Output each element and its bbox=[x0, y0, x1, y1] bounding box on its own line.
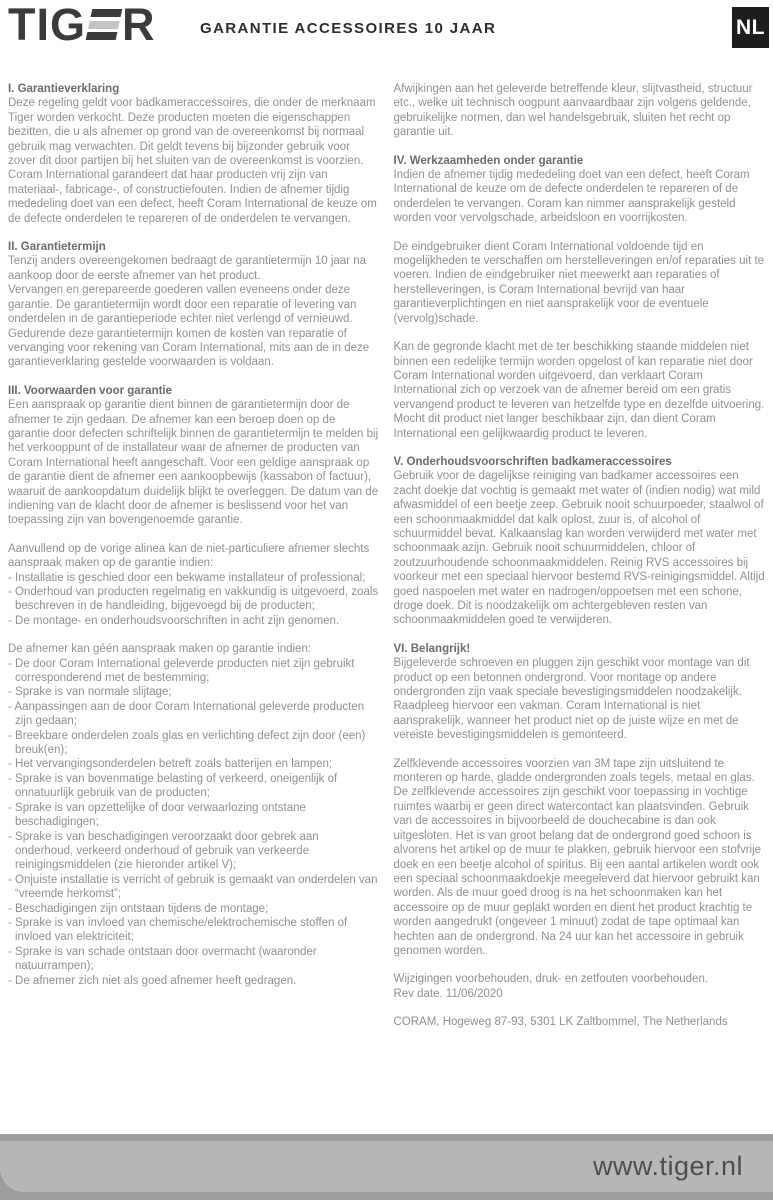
paragraph: De eindgebruiker dient Coram International voldoende tijd en mogelijkheden te verschaffen om herstelleveringen en/of reparaties uit te voeren. Indien de eindgebruiker niet meewerkt aan reparaties of herstelleveringen, is Coram International bevrijd van haar garantieverplichtingen en niet aansprakelijk voor de eventuele (vervolg)schade. bbox=[393, 240, 765, 325]
block-gap bbox=[394, 628, 766, 642]
list-item: - Het vervangingsonderdelen betreft zoals batterijen en lampen; bbox=[8, 758, 333, 771]
paragraph: Gedurende deze garantietermijn komen de kosten van reparatie of vervanging voor rekening van Coram International, mits aan de in deze garantieverklaring gestelde voorwaarden is voldaan. bbox=[8, 327, 370, 369]
right-column bbox=[394, 82, 766, 1030]
list-item: - Sprake is van beschadigingen veroorzaakt door gebrek aan onderhoud, verkeerd onderhoud of gebruik van verkeerde reinigingsmiddelen (zie hieronder artikel V); bbox=[8, 830, 319, 872]
paragraph: Bijgeleverde schroeven en pluggen zijn geschikt voor montage van dit product op een betonnen ondergrond. Voor montage op andere ondergronden zijn vaak speciale bevestigingsmiddelen noodzakelijk. Raadpleeg hiervoor een vakman. Coram International is niet aansprakelijk, wanneer het product niet op de juiste wijze en met de vereiste bevestigingsmiddelen is gemonteerd. bbox=[393, 657, 750, 742]
section-heading: IV. Werkzaamheden onder garantie bbox=[393, 154, 584, 167]
bullet-list bbox=[8, 571, 380, 629]
section-heading: I. Garantieverklaring bbox=[8, 83, 120, 95]
paragraph: Wijzigingen voorbehouden, druk- en zetfouten voorbehouden. bbox=[393, 973, 709, 986]
block-gap bbox=[394, 1001, 766, 1015]
section-heading: VI. Belangrijk! bbox=[393, 642, 471, 655]
list-item: - Sprake is van opzettelijke of door verwaarlozing ontstane beschadigingen; bbox=[8, 801, 306, 829]
block-gap bbox=[8, 370, 380, 384]
section-heading: III. Voorwaarden voor garantie bbox=[8, 384, 173, 397]
section-heading: V. Onderhoudsvoorschriften badkameraccessoires bbox=[393, 455, 672, 468]
paragraph: Tenzij anders overeengekomen bedraagt de garantietermijn 10 jaar na aankoop door de eerste afnemer van het product. bbox=[8, 255, 367, 282]
document-header bbox=[0, 0, 773, 82]
paragraph: Zelfklevende accessoires voorzien van 3M tape zijn uitsluitend te monteren op harde, gladde ondergronden zoals tegels, metaal en glas. De zelfklevende accessoires zijn geschikt voor toepassing in vochtige ruimtes waarbij er geen direct watercontact kan plaatsvinden. Gebruik van de accessoires in bijvoorbeeld de douchecabine is dan ook uitgesloten. Het is van groot belang dat de ondergrond goed schoon is alvorens het artikel op de muur te plakken, gebruik hiervoor een stofvrije doek en een beetje alcohol of spiritus. Bij een aantal artikelen wordt ook een speciaal schoonmaakdoekje meegeleverd dat hiervoor gebruikt kan worden. Als de muur goed droog is na het schoonmaken kan het accessoire op de muur geplakt worden en dient het product krachtig te worden aangedrukt (ongeveer 1 minuut) zodat de tape optimaal kan hechten aan de ondergrond. Na 24 uur kan het accessoire in gebruik genomen worden. bbox=[393, 757, 762, 957]
list-item: - Onjuiste installatie is verricht of gebruik is gemaakt van onderdelen van “vreemde herkomst”; bbox=[8, 873, 378, 901]
paragraph: Rev date. 11/06/2020 bbox=[393, 987, 503, 1000]
paragraph: Vervangen en gerepareerde goederen vallen eveneens onder deze garantie. De garantietermijn wordt door een reparatie of levering van onderdelen in de garantieperiode echter niet verlengd of vernieuwd. bbox=[8, 284, 357, 326]
country-badge: NL bbox=[732, 7, 769, 48]
list-item: - Aanpassingen aan de door Coram International geleverde producten zijn gedaan; bbox=[8, 700, 365, 728]
list-item: - Sprake is van schade ontstaan door overmacht (waaronder natuurrampen); bbox=[8, 945, 317, 973]
list-item: - Installatie is geschied door een bekwame installateur of professional; bbox=[8, 571, 366, 584]
paragraph: Een aanspraak op garantie dient binnen de garantietermijn door de afnemer te zijn gedaan. De afnemer kan een beroep doen op de garantie door defecten schriftelijk binnen de garantietermijn te melden bij het verkooppunt of de installateur waar de afnemer de producten van Coram International heeft aangeschaft. Voor een geldige aanspraak op de garantie dient de afnemer een aankoopbewijs (kassabon of factuur), waaruit de aankoopdatum duidelijk blijkt te overleggen. De datum van de indiening van de klacht door de afnemer is beslissend voor het van toepassing zijn van bovengenoemde garantie. bbox=[8, 399, 379, 527]
list-item: - Sprake is van normale slijtage; bbox=[8, 686, 172, 699]
block-gap bbox=[8, 628, 380, 642]
block-gap bbox=[8, 528, 380, 542]
logo-e-bar-middle bbox=[88, 21, 120, 29]
list-item: - Onderhoud van producten regelmatig en vakkundig is uitgevoerd, zoals beschreven in de handleiding, bijgevoegd bij de producten; bbox=[8, 586, 379, 613]
logo-e-bar-bottom bbox=[86, 32, 118, 40]
section-heading: II. Garantietermijn bbox=[8, 241, 106, 254]
list-item: - De door Coram International geleverde producten niet zijn gebruikt corresponderend met de bestemming; bbox=[8, 657, 355, 685]
logo-e-bar-top bbox=[91, 9, 123, 17]
logo-text-r: R bbox=[122, 0, 156, 50]
list-item: - De montage- en onderhoudsvoorschriften in acht zijn genomen. bbox=[8, 614, 340, 627]
document-body bbox=[0, 82, 773, 1030]
logo-text-tig: TIG bbox=[8, 0, 86, 50]
block-gap bbox=[394, 958, 766, 972]
list-item: - De afnemer zich niet als goed afnemer heeft gedragen. bbox=[8, 974, 297, 987]
left-column bbox=[8, 82, 380, 1030]
footer-inner-bar bbox=[0, 1141, 773, 1192]
block-gap bbox=[394, 226, 766, 240]
paragraph: Indien de afnemer tijdig mededeling doet van een defect, heeft Coram International de keuze om de defecte onderdelen te repareren of de onderdelen te vervangen. Coram kan nimmer aansprakelijk gesteld worden voor vervolgschade, arbeidsloon en voorrijkosten. bbox=[393, 169, 750, 225]
list-item: - Beschadigingen zijn ontstaan tijdens de montage; bbox=[8, 902, 269, 915]
website-url: www.tiger.nl bbox=[592, 1151, 743, 1181]
document-title: GARANTIE ACCESSOIRES 10 JAAR bbox=[200, 20, 497, 37]
paragraph: De afnemer kan géén aanspraak maken op garantie indien: bbox=[8, 643, 312, 656]
footer-bar bbox=[0, 1134, 773, 1200]
list-item: - Sprake is van bovenmatige belasting of verkeerd, oneigenlijk of onnatuurlijk gebruik van de producten; bbox=[8, 772, 338, 800]
paragraph: Kan de gegronde klacht met de ter beschikking staande middelen niet binnen een redelijke termijn worden opgelost of kan reparatie niet door Coram International worden uitgevoerd, dan verklaart Coram International zich op verzoek van de afnemer bereid om een gratis vervangend product te leveren van hetzelfde type en dezelfde uitvoering. Mocht dit product niet langer beschikbaar zijn, dan dient Coram International een gelijkwaardig product te leveren. bbox=[393, 341, 765, 440]
block-gap bbox=[394, 743, 766, 757]
paragraph: Gebruik voor de dagelijkse reiniging van badkamer accessoires een zacht doekje dat vochtig is gemaakt met water of (indien nodig) wat mild afwasmiddel of een beetje zeep. Gebruik nooit schuurpoeder, staalwol of een schoonmaakmiddel dat kalk oplost, zuur is, of alcohol of schuurmiddel bevat. Kalkaanslag kan worden verwijderd met water met schoonmaak azijn. Gebruik nooit schuurmiddelen, chloor of zoutzuurhoudende schoonmaakmiddelen. Reinig RVS accessoires bij voorkeur met een speciaal hiervoor bestemd RVS-reinigingsmiddel. Altijd goed naspoelen met water en nadrogen/oppoetsen met een schone, droge doek. Dit is noodzakelijk om achtergebleven resten van schoonmaakmiddelen goed te verwijderen. bbox=[393, 470, 765, 627]
list-item: - Breekbare onderdelen zoals glas en verlichting defect zijn door (een) breuk(en); bbox=[8, 729, 366, 757]
block-gap bbox=[8, 226, 380, 240]
block-gap bbox=[394, 441, 766, 455]
paragraph: Deze regeling geldt voor badkameraccessoires, die onder de merknaam Tiger worden verkocht. Deze producten moeten die eigenschappen bezitten, die u als afnemer op grond van de overeenkomst bij normaal gebruik mag verwachten. Dit geldt tevens bij bijzonder gebruik voor zover dit door partijen bij het sluiten van de overeenkomst is voorzien. Coram International garandeert dat haar producten vrij zijn van materiaal-, fabricage-, of constructiefouten. Indien de afnemer tijdig mededeling doet van een defect, heeft Coram International de keuze om de defecte onderdelen te repareren of de onderdelen te vervangen. bbox=[8, 97, 377, 225]
block-gap bbox=[394, 326, 766, 340]
tiger-logo-e-icon bbox=[86, 9, 123, 40]
paragraph: Afwijkingen aan het geleverde betreffende kleur, slijtvastheid, structuur etc., welke uit technisch oogpunt aanvaardbaar zijn volgens geldende, gebruikelijke normen, dan wel handelsgebruik, sluiten het recht op garantie uit. bbox=[393, 83, 753, 139]
paragraph: CORAM, Hogeweg 87-93, 5301 LK Zaltbommel, The Netherlands bbox=[393, 1016, 728, 1029]
list-item: - Sprake is van invloed van chemische/elektrochemische stoffen of invloed van elektriciteit; bbox=[8, 916, 348, 944]
bullet-list bbox=[8, 657, 380, 988]
tiger-logo bbox=[8, 1, 156, 48]
paragraph: Aanvullend op de vorige alinea kan de niet-particuliere afnemer slechts aanspraak maken op de garantie indien: bbox=[8, 542, 370, 570]
block-gap bbox=[394, 140, 766, 154]
